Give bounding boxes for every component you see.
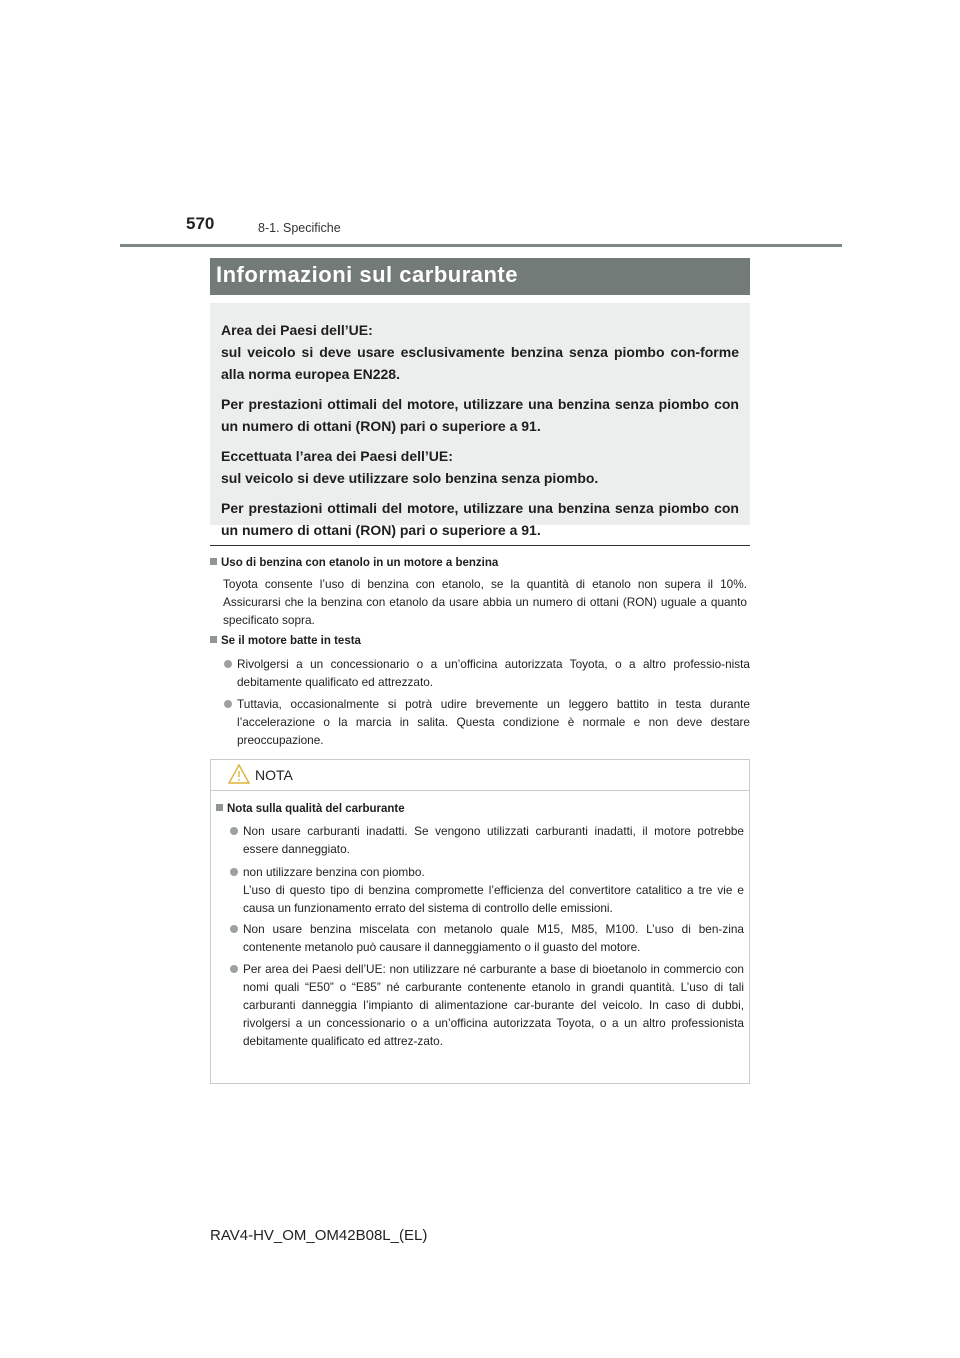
list-item-line: L’uso di questo tipo di benzina compromette l’efficienza del convertitore catalitico a tre vie e causa un funzionamento errato del sistema di controllo delle emissioni. bbox=[243, 883, 744, 915]
list-item bbox=[224, 655, 750, 691]
ethanol-heading bbox=[210, 557, 498, 569]
nota-box bbox=[210, 759, 750, 1084]
knocking-heading bbox=[210, 635, 361, 647]
nota-header bbox=[211, 760, 749, 791]
list-item bbox=[230, 920, 744, 956]
ethanol-heading-text: Uso di benzina con etanolo in un motore a benzina bbox=[221, 557, 499, 569]
info-paragraph-performance-eu: Per prestazioni ottimali del motore, utilizzare una benzina senza piombo con un numero di ottani (RON) pari o superiore a 91. bbox=[221, 396, 739, 434]
dot-bullet-icon bbox=[230, 827, 238, 835]
page-number: 570 bbox=[186, 214, 215, 233]
list-item bbox=[224, 695, 750, 749]
section-divider bbox=[210, 545, 750, 546]
list-item-text: Non usare benzina miscelata con metanolo quale M15, M85, M100. L’uso di ben-zina contenente metanolo può causare il danneggiamento o il guasto del motore. bbox=[243, 922, 744, 954]
nota-label: NOTA bbox=[255, 767, 293, 783]
dot-bullet-icon bbox=[230, 868, 238, 876]
page-title: Informazioni sul carburante bbox=[210, 258, 750, 295]
square-bullet-icon bbox=[210, 636, 217, 643]
list-item bbox=[230, 863, 744, 919]
info-eu-text: sul veicolo si deve usare esclusivamente benzina senza piombo con-forme alla norma europea EN228. bbox=[221, 344, 739, 382]
info-paragraph-performance-non-eu: Per prestazioni ottimali del motore, utilizzare una benzina senza piombo con un numero di ottani (RON) pari o superiore a 91. bbox=[221, 500, 739, 538]
header-rule bbox=[120, 244, 842, 247]
dot-bullet-icon bbox=[230, 965, 238, 973]
info-paragraph-non-eu bbox=[221, 445, 739, 489]
list-item bbox=[230, 960, 744, 1070]
nota-heading bbox=[216, 803, 405, 815]
info-paragraph-eu bbox=[221, 319, 739, 385]
list-item-text bbox=[243, 863, 744, 917]
knocking-heading-text: Se il motore batte in testa bbox=[221, 635, 361, 647]
dot-bullet-icon bbox=[230, 925, 238, 933]
list-item-line: non utilizzare benzina con piombo. bbox=[243, 865, 425, 879]
dot-bullet-icon bbox=[224, 700, 232, 708]
section-label: 8-1. Specifiche bbox=[258, 221, 341, 235]
list-item-text: Non usare carburanti inadatti. Se vengono utilizzati carburanti inadatti, il motore potrebbe essere danneggiato. bbox=[243, 824, 744, 856]
square-bullet-icon bbox=[216, 804, 223, 811]
square-bullet-icon bbox=[210, 558, 217, 565]
list-item-text: Per area dei Paesi dell’UE: non utilizzare né carburante a base di bioetanolo in commercio con nomi quali “E50” o “E85” né carburante contenente etanolo in grandi quantità. L’uso di tali carburanti danneggia l’impianto di alimentazione car-burante del veicolo. In caso di dubbi, rivolgersi a un concessionario o a un’officina autorizzata Toyota, o a un altro professionista debitamente qualificato ed attrez-zato. bbox=[243, 962, 744, 1048]
ethanol-body: Toyota consente l’uso di benzina con etanolo, se la quantità di etanolo non supera il 10%. Assicurarsi che la benzina con etanolo da usare abbia un numero di ottani (RON) uguale a quanto specificato sopra. bbox=[223, 577, 747, 627]
info-non-eu-text: sul veicolo si deve utilizzare solo benzina senza piombo. bbox=[221, 470, 599, 486]
nota-heading-text: Nota sulla qualità del carburante bbox=[227, 803, 405, 815]
list-item-text: Rivolgersi a un concessionario o a un’officina autorizzata Toyota, o a altro professio-nista debitamente qualificato ed attrezzato. bbox=[237, 657, 750, 689]
list-item bbox=[230, 822, 744, 858]
document-code: RAV4-HV_OM_OM42B08L_(EL) bbox=[210, 1227, 428, 1244]
dot-bullet-icon bbox=[224, 660, 232, 668]
warning-triangle-icon bbox=[228, 764, 250, 784]
info-eu-heading: Area dei Paesi dell’UE: bbox=[221, 322, 373, 338]
list-item-text: Tuttavia, occasionalmente si potrà udire brevemente un leggero battito in testa durante l’accelerazione o la marcia in salita. Questa condizione è normale e non deve destare preoccupazione. bbox=[237, 697, 750, 747]
info-non-eu-heading: Eccettuata l’area dei Paesi dell’UE: bbox=[221, 448, 453, 464]
fuel-info-box bbox=[210, 303, 750, 538]
